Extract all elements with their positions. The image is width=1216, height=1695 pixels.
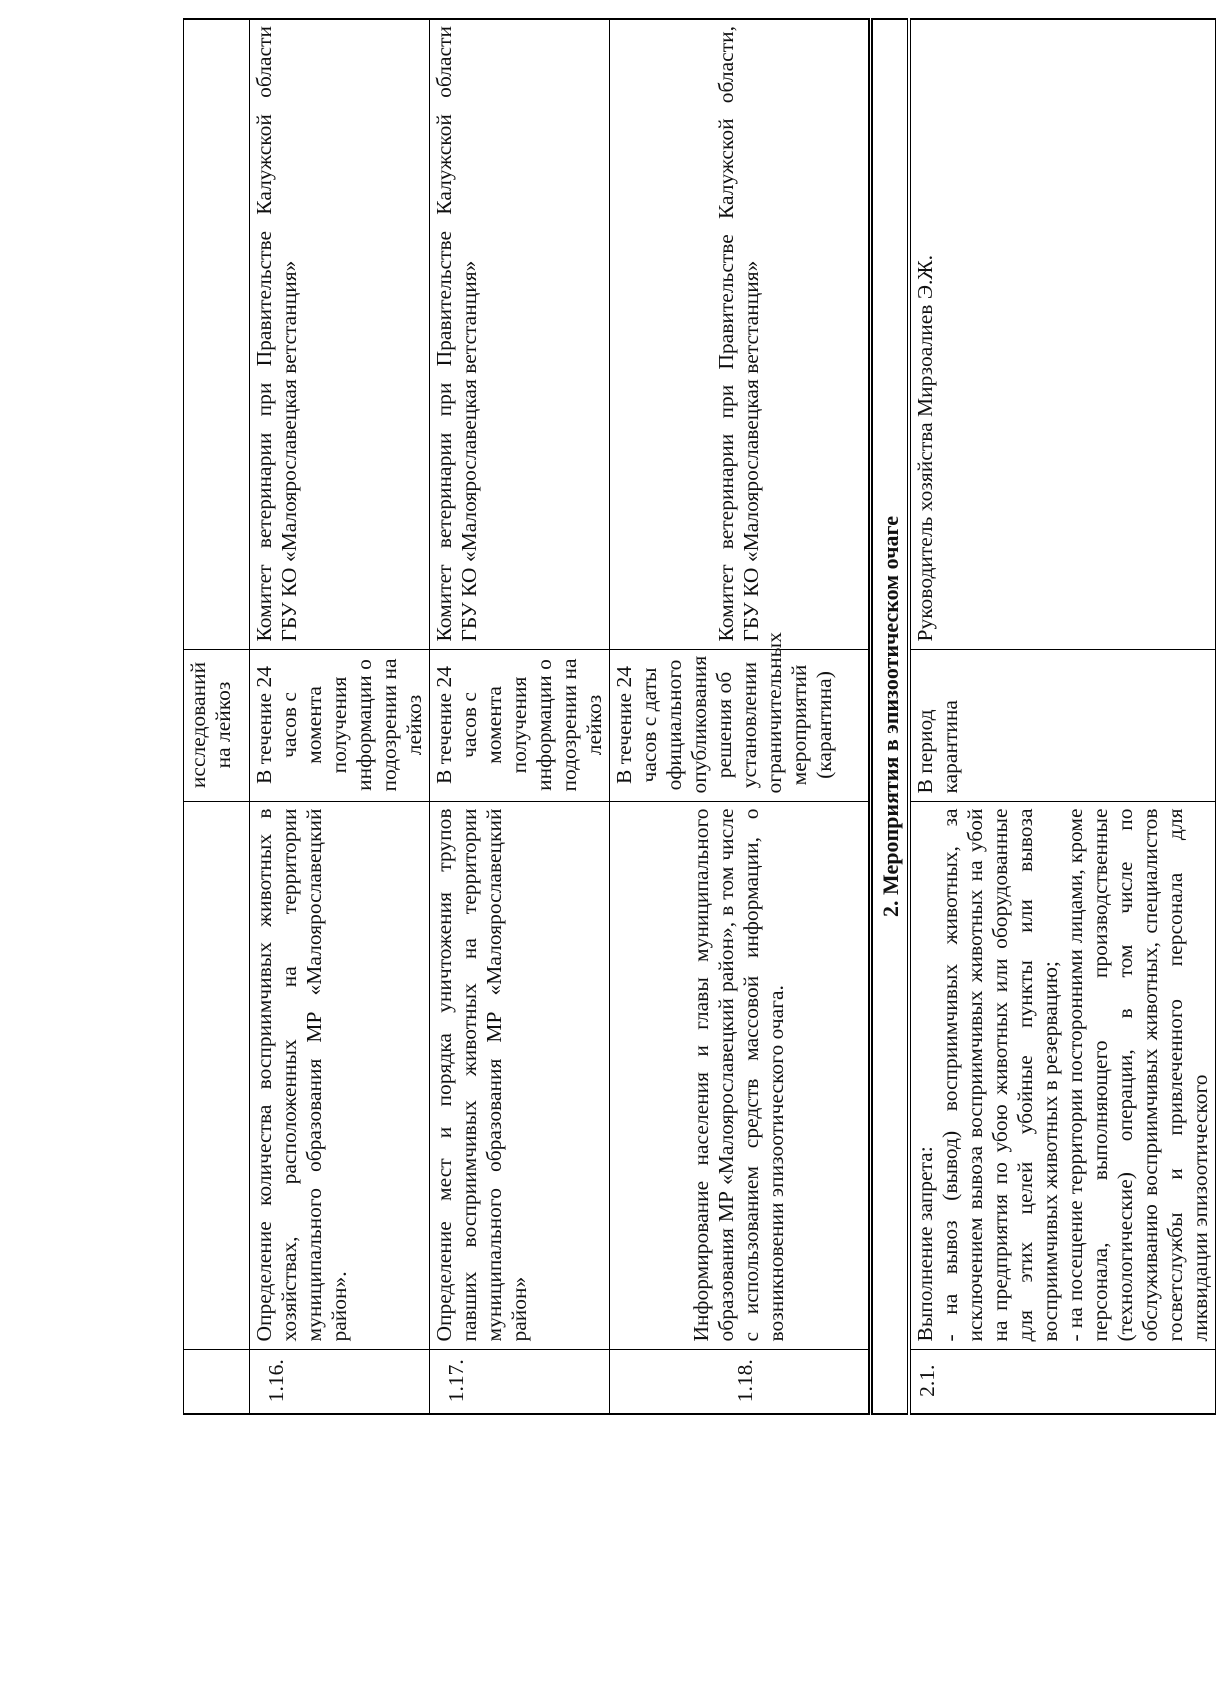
measure-cell — [909, 802, 1216, 1350]
measure-item: - на вывоз (вывод) восприимчивых животных, за исключением вывоза восприимчивых животных на убой на предприятия по убою животных или оборудованные для этих целей убойные пункты или вывоза восприимчивых животных в резервацию; — [938, 808, 1062, 1342]
row-number: 1.17. — [430, 1350, 610, 1414]
responsible-line: Комитет ветеринарии при Правительстве Калужской области — [252, 26, 276, 642]
measure-item: - на посещение территории посторонними лицами, кроме персонала, выполняющего производственные (технологические) операции, в том числе по обслуживанию восприимчивых животных, специалистов госветслужбы и привлеченного персонала для ликвидации эпизоотического — [1063, 808, 1212, 1342]
responsible-line: Комитет ветеринарии при Правительстве Калужской области, — [714, 26, 738, 642]
term-cell: В течение 24 часов с момента получения информации о подозрении на лейкоз — [250, 650, 430, 802]
measure-cell: Определение мест и порядка уничтожения трупов павших восприимчивых животных на территории муниципального образования МР «Малоярославецкий район» — [430, 802, 610, 1350]
term-cell: В период карантина — [909, 650, 1216, 802]
term-cell: исследований на лейкоз — [184, 650, 250, 802]
table-row — [909, 19, 1216, 1414]
term-cell: В течение 24 часов с момента получения информации о подозрении на лейкоз — [430, 650, 610, 802]
responsible-cell — [184, 19, 250, 650]
row-number: 2.1. — [909, 1350, 1216, 1414]
responsible-cell — [430, 19, 610, 650]
responsible-cell: Руководитель хозяйства Мирзоалиев Э.Ж. — [909, 19, 1216, 650]
table-row — [250, 19, 430, 1414]
responsible-line: Комитет ветеринарии при Правительстве Калужской области — [432, 26, 456, 642]
row-number: 1.16. — [250, 1350, 430, 1414]
measure-cell: Информирование населения и главы муниципального образования МР «Малоярославецкий район», в том числе с использованием средств массовой информации, о возникновении эпизоотического очага. — [610, 802, 871, 1350]
row-number: 1.18. — [610, 1350, 871, 1414]
responsible-cell — [610, 19, 871, 650]
responsible-line: ГБУ КО «Малоярославецкая ветстанция» — [277, 260, 301, 642]
table-row — [184, 19, 250, 1414]
responsible-line: ГБУ КО «Малоярославецкая ветстанция» — [457, 260, 481, 642]
section-header-row — [871, 19, 910, 1414]
table-row — [610, 19, 871, 1414]
measure-cell: Определение количества восприимчивых животных в хозяйствах, расположенных на территории муниципального образования МР «Малоярославецкий район». — [250, 802, 430, 1350]
section-title: 2. Мероприятия в эпизоотическом очаге — [871, 19, 910, 1414]
rotated-page-content — [183, 20, 1212, 1415]
responsible-cell — [250, 19, 430, 650]
number-cell — [184, 1350, 250, 1414]
measures-table — [183, 18, 1216, 1415]
measure-cell — [184, 802, 250, 1350]
term-cell: В течение 24 часов с даты официального опубликования решения об установлении ограничительных мероприятий (карантина) — [610, 650, 871, 802]
measure-heading: Выполнение запрета: — [913, 1146, 937, 1342]
responsible-line: ГБУ КО «Малоярославецкая ветстанция» — [739, 260, 763, 642]
table-row — [430, 19, 610, 1414]
